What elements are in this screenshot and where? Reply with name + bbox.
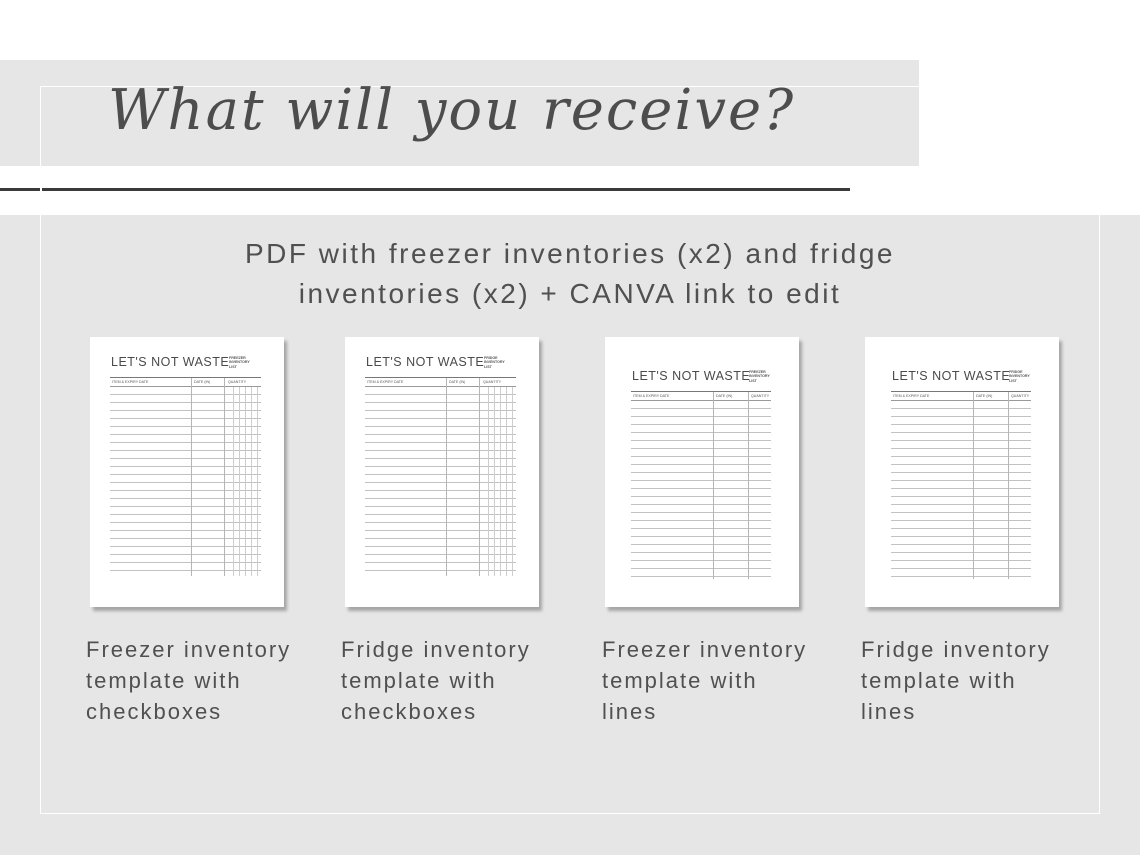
column-header: DATE (IN) [449,380,466,384]
column-divider [973,392,974,579]
column-header: QUANTITY [751,394,770,398]
template-title: LET'S NOT WASTE [111,355,230,369]
template-subtitle: FREEZER INVENTORY LIST [229,356,250,369]
caption-freezer-lines: Freezer inventory template with lines [602,637,808,724]
page-title: What will you receive? [108,78,796,143]
template-subtitle: FRIDGE INVENTORY LIST [484,356,505,369]
column-divider [479,378,480,576]
column-divider [446,378,447,576]
column-header: QUANTITY [1011,394,1030,398]
template-preview-freezer-checkboxes [90,337,284,607]
inventory-table [631,391,771,579]
column-divider [1008,392,1009,579]
table-header [631,392,771,401]
column-header: DATE (IN) [976,394,993,398]
column-header: ITEM & EXPIRY DATE [893,394,930,398]
caption-freezer-checkboxes: Freezer inventory template with checkboxes [86,637,292,724]
column-divider [191,378,192,576]
table-header [891,392,1031,401]
column-divider [713,392,714,579]
inventory-table [891,391,1031,579]
divider [42,188,850,191]
caption-fridge-checkboxes: Fridge inventory template with checkboxes [341,637,531,724]
template-preview-fridge-lines [865,337,1059,607]
column-divider [748,392,749,579]
table-rows [891,401,1031,579]
template-subtitle: FRIDGE INVENTORY LIST [1009,370,1030,383]
column-header: ITEM & EXPIRY DATE [633,394,670,398]
table-header [365,378,516,387]
template-title: LET'S NOT WASTE [366,355,485,369]
subtitle-line: inventories (x2) + CANVA link to edit [298,278,842,309]
template-title: LET'S NOT WASTE [632,369,751,383]
template-preview-fridge-checkboxes [345,337,539,607]
column-header: DATE (IN) [194,380,211,384]
column-header: DATE (IN) [716,394,733,398]
caption-fridge-lines: Fridge inventory template with lines [861,637,1051,724]
table-header [110,378,261,387]
inventory-table [110,377,261,576]
template-title: LET'S NOT WASTE [892,369,1011,383]
column-header: ITEM & EXPIRY DATE [367,380,404,384]
column-divider [224,378,225,576]
column-header: QUANTITY [483,380,502,384]
subtitle [200,234,940,314]
divider [0,188,40,191]
checkbox-grid [228,387,260,576]
template-subtitle: FREEZER INVENTORY LIST [749,370,770,383]
table-rows [631,401,771,579]
template-preview-freezer-lines [605,337,799,607]
subtitle-line: PDF with freezer inventories (x2) and fridge [245,238,895,269]
column-header: ITEM & EXPIRY DATE [112,380,149,384]
column-header: QUANTITY [228,380,247,384]
checkbox-grid [483,387,515,576]
inventory-table [365,377,516,576]
